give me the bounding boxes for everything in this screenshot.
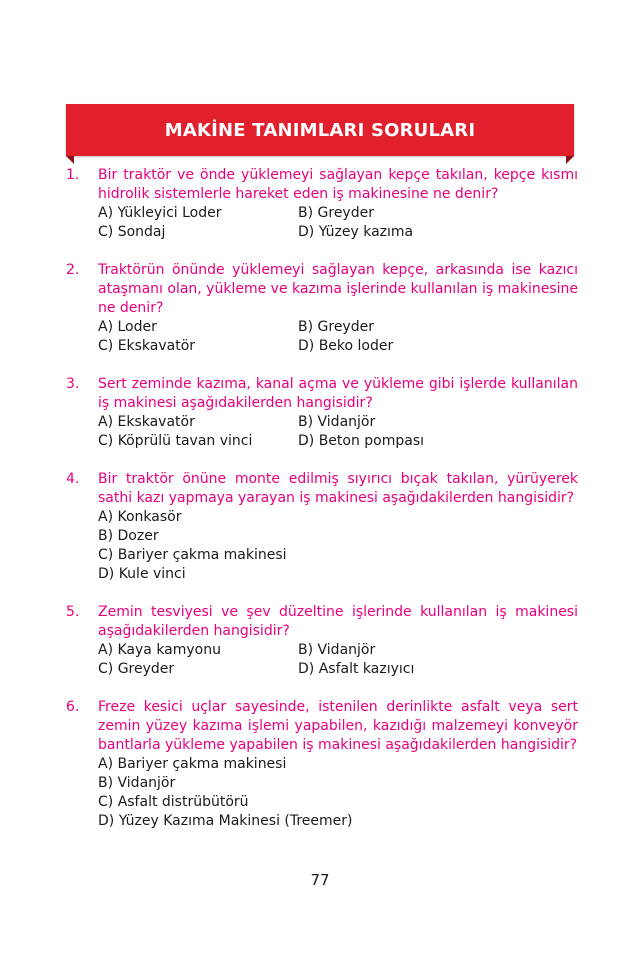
question-text: Bir traktör ve önde yüklemeyi sağlayan kepçe takılan, kepçe kısmı hidrolik sistemlerle hareket eden iş makinesine ne denir?	[98, 167, 578, 202]
options	[98, 318, 578, 356]
option-b: B) Vidanjör	[298, 642, 376, 658]
question-text: Bir traktör önüne monte edilmiş sıyırıcı bıçak takılan, yürüyerek sathi kazı yapmaya yarayan iş makinesi aşağıdakilerden hangisidir?	[98, 471, 578, 506]
question-number: 5.	[66, 604, 80, 620]
question-number: 1.	[66, 167, 80, 183]
option-a: A) Konkasör	[98, 509, 182, 525]
option-d: D) Beko loder	[298, 338, 394, 354]
question-number: 4.	[66, 471, 80, 487]
option-b: B) Vidanjör	[98, 775, 176, 791]
option-d: D) Asfalt kazıyıcı	[298, 661, 415, 677]
option-a: A) Loder	[98, 319, 157, 335]
question-text: Sert zeminde kazıma, kanal açma ve yükleme gibi işlerde kullanılan iş makinesi aşağıdakilerden hangisidir?	[98, 376, 578, 411]
option-a: A) Yükleyici Loder	[98, 205, 222, 221]
question-number: 3.	[66, 376, 80, 392]
options	[98, 204, 578, 242]
option-c: C) Sondaj	[98, 224, 166, 240]
options	[98, 413, 578, 451]
question-1	[66, 166, 578, 242]
question-text: Traktörün önünde yüklemeyi sağlayan kepçe, arkasında ise kazıcı ataşmanı olan, yükleme ve kazıma işlerinde kullanılan iş makinesine ne denir?	[98, 262, 578, 316]
option-d: D) Kule vinci	[98, 566, 186, 582]
question-5	[66, 603, 578, 679]
option-b: B) Dozer	[98, 528, 159, 544]
option-d: D) Beton pompası	[298, 433, 425, 449]
section-title: MAKİNE TANIMLARI SORULARI	[164, 119, 476, 141]
banner-bar	[66, 104, 574, 156]
banner-fold-left	[66, 156, 74, 164]
option-c: C) Asfalt distrübütörü	[98, 794, 249, 810]
question-text: Zemin tesviyesi ve şev düzeltine işlerinde kullanılan iş makinesi aşağıdakilerden hangisidir?	[98, 604, 578, 639]
option-c: C) Greyder	[98, 661, 175, 677]
option-c: C) Köprülü tavan vinci	[98, 433, 253, 449]
option-a: A) Bariyer çakma makinesi	[98, 756, 287, 772]
question-number: 6.	[66, 699, 80, 715]
question-3	[66, 375, 578, 451]
options	[98, 508, 578, 584]
option-a: A) Ekskavatör	[98, 414, 195, 430]
question-list	[66, 166, 578, 831]
option-b: B) Greyder	[298, 205, 374, 221]
banner-fold-right	[566, 156, 574, 164]
question-4	[66, 470, 578, 584]
question-6	[66, 698, 578, 831]
options	[98, 641, 578, 679]
question-text: Freze kesici uçlar sayesinde, istenilen derinlikte asfalt veya sert zemin yüzey kazıma işlemi yapabilen, kazıdığı malzemeyi konveyör bantlarla yükleme yapabilen iş makinesi aşağıdakilerden hangisidir?	[98, 699, 578, 753]
option-b: B) Vidanjör	[298, 414, 376, 430]
option-b: B) Greyder	[298, 319, 374, 335]
options	[98, 755, 578, 831]
option-d: D) Yüzey kazıma	[298, 224, 414, 240]
question-number: 2.	[66, 262, 80, 278]
option-d: D) Yüzey Kazıma Makinesi (Treemer)	[98, 813, 353, 829]
option-a: A) Kaya kamyonu	[98, 642, 221, 658]
option-c: C) Ekskavatör	[98, 338, 196, 354]
page-number: 77	[310, 871, 330, 889]
section-banner	[66, 104, 574, 156]
question-2	[66, 261, 578, 356]
option-c: C) Bariyer çakma makinesi	[98, 547, 287, 563]
